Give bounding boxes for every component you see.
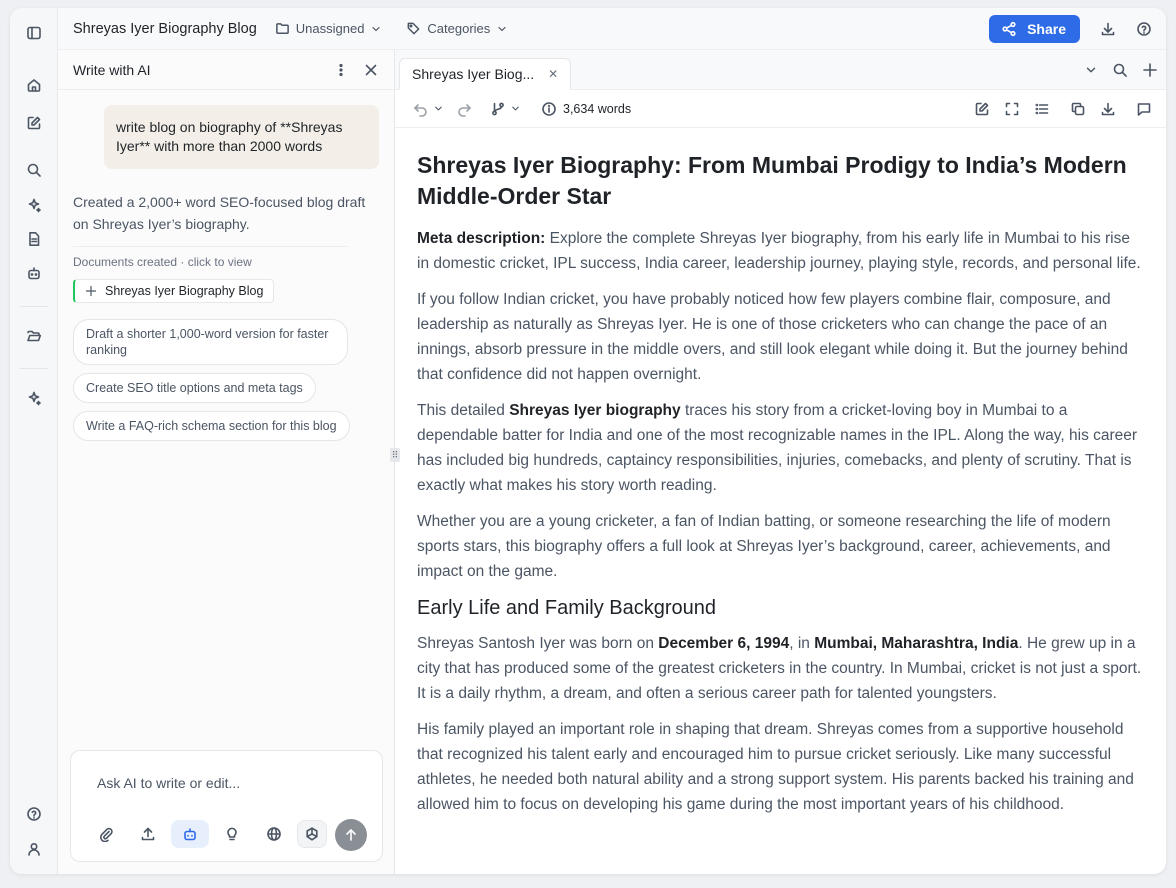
chevron-down-icon[interactable] xyxy=(1084,63,1098,77)
user-icon[interactable] xyxy=(24,839,44,859)
icon-rail xyxy=(10,8,58,874)
folder-open-icon[interactable] xyxy=(24,326,44,346)
suggestion-list xyxy=(58,319,394,441)
bold-text: Mumbai, Maharashtra, India xyxy=(814,635,1019,652)
section-heading: Early Life and Family Background xyxy=(417,597,717,619)
editor-toolbar xyxy=(395,90,1166,128)
bold-text: Shreyas Iyer biography xyxy=(509,402,681,419)
add-tab-icon[interactable] xyxy=(1142,62,1158,78)
version-branch-icon[interactable] xyxy=(490,101,521,117)
ai-composer xyxy=(70,750,383,862)
share-icon xyxy=(1001,21,1017,37)
help-icon[interactable] xyxy=(1136,21,1152,37)
comment-icon[interactable] xyxy=(1136,101,1152,117)
info-icon xyxy=(541,101,557,117)
ai-panel xyxy=(58,50,399,874)
doc-title: Shreyas Iyer Biography Blog xyxy=(73,20,257,37)
top-bar xyxy=(58,8,1166,50)
share-label: Share xyxy=(1027,20,1066,37)
paragraph: Whether you are a young cricketer, a fan of Indian batting, or someone researching the life of modern sports stars, this biography offers a full look at Shreyas Iyer’s background, career, achievements, and impact on the game. xyxy=(417,513,1111,580)
home-icon[interactable] xyxy=(24,75,44,95)
tag-icon xyxy=(406,21,421,36)
search-icon[interactable] xyxy=(1112,62,1128,78)
suggestion-chip[interactable]: Draft a shorter 1,000-word version for faster ranking xyxy=(73,319,348,365)
paragraph-text: traces his story from a cricket-loving boy in Mumbai to a dependable batter for India and one of the most recognizable names in the IPL. Along the way, his career has included big hundreds, captaincy responsibilities, injuries, comebacks, and plenty of scrutiny. That is exactly what makes his story worth reading. xyxy=(417,402,1138,494)
sparkle-icon[interactable] xyxy=(24,195,44,215)
categories-label: Categories xyxy=(427,21,491,36)
plus-icon xyxy=(85,285,97,297)
meta-description xyxy=(417,226,1142,276)
outline-list-icon[interactable] xyxy=(1034,101,1050,117)
chevron-down-icon xyxy=(433,103,444,114)
paragraph xyxy=(417,398,1142,498)
ai-panel-title: Write with AI xyxy=(73,61,151,78)
more-vertical-icon[interactable] xyxy=(333,62,349,78)
user-message: write blog on biography of **Shreyas Iyer** with more than 2000 words xyxy=(104,105,379,169)
main-area xyxy=(58,8,1166,874)
document-icon[interactable] xyxy=(24,229,44,249)
paragraph: If you follow Indian cricket, you have probably noticed how few players combine flair, composure, and leadership as naturally as Shreyas Iyer. He is one of those cricketers who can change the pace of an innings, absorb pressure in the middle overs, and still look elegant while doing it. But the journey behind that confidence did not happen overnight. xyxy=(417,291,1128,383)
chevron-down-icon xyxy=(370,23,382,35)
document-title: Shreyas Iyer Biography: From Mumbai Prodigy to India’s Modern Middle-Order Star xyxy=(417,152,1127,209)
redo-icon[interactable] xyxy=(456,101,472,117)
tab-label: Shreyas Iyer Biog... xyxy=(412,66,535,82)
document-chip-label: Shreyas Iyer Biography Blog xyxy=(105,284,264,298)
lightbulb-icon[interactable] xyxy=(217,820,247,848)
close-tab-icon[interactable]: ✕ xyxy=(548,67,559,81)
download-icon[interactable] xyxy=(1100,21,1116,37)
globe-icon[interactable] xyxy=(259,820,289,848)
suggestion-chip[interactable]: Write a FAQ-rich schema section for this blog xyxy=(73,411,350,441)
paragraph-text: . He grew up in a city that has produced some of the greatest cricketers in the country. In Mumbai, cricket is not just a sport. It is a daily rhythm, a dream, and often a serious career path for talented youngsters. xyxy=(417,635,1142,702)
undo-icon[interactable] xyxy=(413,101,444,117)
meta-text: Explore the complete Shreyas Iyer biography, from his early life in Mumbai to his rise in domestic cricket, IPL success, India career, leadership journey, playing style, records, and personal life. xyxy=(417,230,1141,272)
model-selector-icon[interactable] xyxy=(297,820,327,848)
ai-prompt-input[interactable] xyxy=(97,775,357,791)
edit-icon[interactable] xyxy=(24,113,44,133)
workspace xyxy=(58,50,1166,874)
help-icon[interactable] xyxy=(24,804,44,824)
bot-icon[interactable] xyxy=(24,263,44,283)
close-icon[interactable] xyxy=(363,62,379,78)
panel-resize-handle[interactable]: ⠿ xyxy=(390,448,400,462)
app-window xyxy=(10,8,1166,874)
attach-icon[interactable] xyxy=(91,820,121,848)
word-count-value: 3,634 words xyxy=(563,101,632,116)
folder-dropdown[interactable] xyxy=(275,21,383,36)
edit-icon[interactable] xyxy=(974,101,990,117)
paragraph-text: Shreyas Santosh Iyer was born on xyxy=(417,635,659,652)
suggestion-chip[interactable]: Create SEO title options and meta tags xyxy=(73,373,316,403)
document-content[interactable] xyxy=(395,128,1166,874)
toggle-sidebar-icon[interactable] xyxy=(24,23,44,43)
word-count xyxy=(541,101,631,117)
paragraph: His family played an important role in shaping that dream. Shreyas comes from a supportive household that recognized his talent early and encouraged him to pursue cricket seriously. Like many successful athletes, he needed both natural ability and a strong support system. His parents backed his training and allowed him to focus on developing his game during the most important years of his childhood. xyxy=(417,721,1134,813)
paragraph-text: This detailed xyxy=(417,402,510,419)
categories-dropdown[interactable] xyxy=(406,21,508,36)
fullscreen-icon[interactable] xyxy=(1004,101,1020,117)
editor xyxy=(395,50,1166,874)
documents-created xyxy=(73,246,348,303)
chevron-down-icon xyxy=(496,23,508,35)
ai-panel-header xyxy=(58,50,394,90)
folder-label: Unassigned xyxy=(295,21,365,36)
paragraph-text: , in xyxy=(789,635,815,652)
bold-text: December 6, 1994 xyxy=(658,635,790,652)
tab-document[interactable] xyxy=(399,58,571,90)
search-icon[interactable] xyxy=(24,160,44,180)
chevron-down-icon xyxy=(510,103,521,114)
sparkle-icon[interactable] xyxy=(24,388,44,408)
send-button[interactable] xyxy=(335,819,367,851)
bot-mode-icon[interactable] xyxy=(171,820,209,848)
paragraph xyxy=(417,631,1142,706)
upload-icon[interactable] xyxy=(133,820,163,848)
share-button[interactable] xyxy=(989,15,1080,43)
document-chip[interactable] xyxy=(73,279,274,303)
folder-icon xyxy=(275,21,290,36)
documents-created-label: Documents created · click to view xyxy=(73,255,252,269)
download-icon[interactable] xyxy=(1100,101,1116,117)
copy-icon[interactable] xyxy=(1070,101,1086,117)
meta-label: Meta description: xyxy=(417,230,546,247)
tab-bar xyxy=(395,50,1166,90)
arrow-up-icon xyxy=(343,827,359,843)
ai-reply: Created a 2,000+ word SEO-focused blog draft on Shreyas Iyer’s biography. xyxy=(73,194,366,232)
